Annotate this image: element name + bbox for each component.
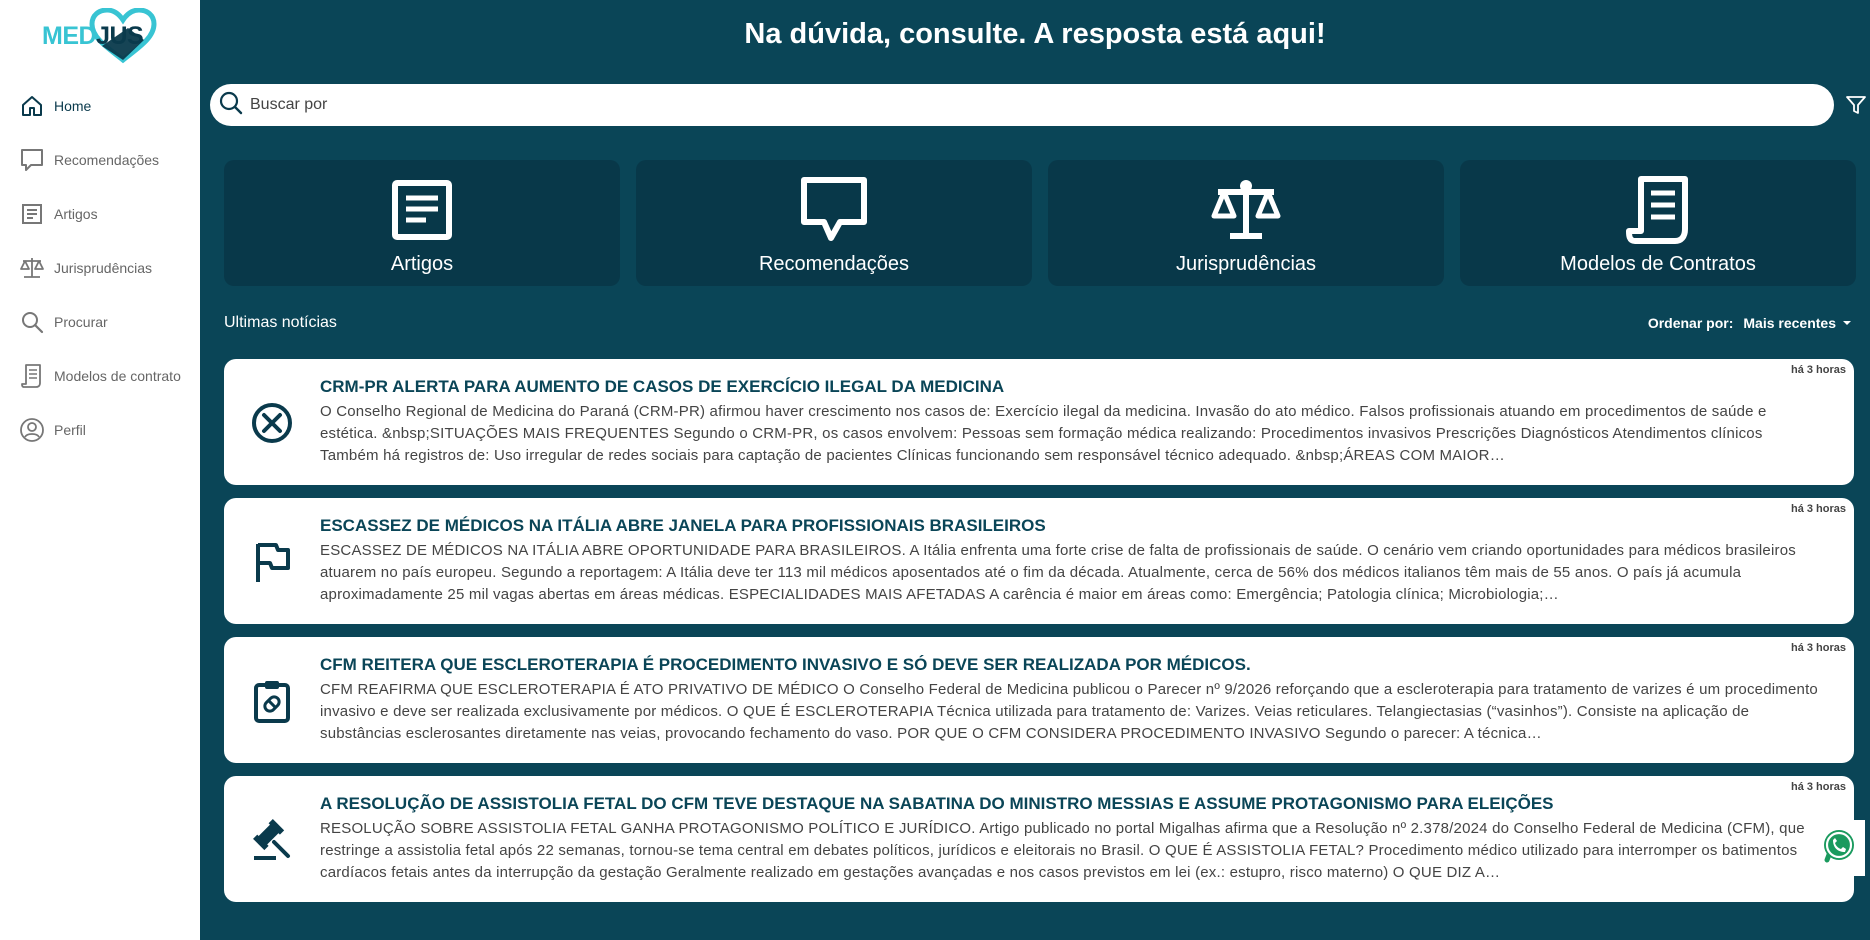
home-icon [18,92,46,120]
sidebar-item-jurisprudencias[interactable] [0,241,200,295]
sidebar-item-label: Perfil [54,422,86,438]
search-icon [18,308,46,336]
sidebar [0,0,200,940]
sidebar-item-recomendacoes[interactable] [0,133,200,187]
contract-icon [18,362,46,390]
category-label: Recomendações [758,253,910,275]
article-icon [18,200,46,228]
news-card[interactable] [224,498,1854,624]
sidebar-item-procurar[interactable] [0,295,200,349]
sidebar-item-label: Recomendações [54,152,160,168]
sidebar-item-artigos[interactable] [0,187,200,241]
sort-value: Mais recentes [1743,315,1836,331]
filter-icon[interactable] [1845,94,1867,116]
sidebar-item-label: Modelos de contrato [54,368,181,384]
news-title[interactable]: A RESOLUÇÃO DE ASSISTOLIA FETAL DO CFM TEVE DESTAQUE NA SABATINA DO MINISTRO MESSIAS E ASSUME PROTAGONISMO PARA ELEIÇÕES [320,794,1554,813]
category-label: Jurisprudências [1175,253,1317,275]
whatsapp-button[interactable] [1813,820,1865,876]
news-excerpt: RESOLUÇÃO SOBRE ASSISTOLIA FETAL GANHA PROTAGONISMO POLÍTICO E JURÍDICO. Artigo publicado no portal Migalhas afirma que a Resolução nº 2.378/2024 do Conselho Federal de Medicina (CFM), que restringe a assistolia fetal após 22 semanas, tornou-se tema central em debates políticos, jurídicos e eleitorais no Brasil. O QUE É ASSISTOLIA FETAL? Procedimento médico utilizado para interromper os batimentos cardíacos fetais antes da interrupção da gestação Geralmente realizado em gestações avançadas e nos casos previstos em lei (ex.: estupro, risco materno) O QUE DIZ A… [320,820,1805,881]
category-card-recomendacoes[interactable] [636,160,1032,286]
news-time: há 3 horas [1790,503,1846,515]
news-card[interactable] [224,637,1854,763]
chat-icon [18,146,46,174]
news-time: há 3 horas [1790,364,1846,376]
category-label: Modelos de Contratos [1560,253,1756,275]
sidebar-item-label: Artigos [54,206,98,222]
sort-label: Ordenar por: [1647,315,1734,331]
sidebar-item-home[interactable] [0,79,200,133]
sidebar-item-modelos-contrato[interactable] [0,349,200,403]
news-excerpt: CFM REAFIRMA QUE ESCLEROTERAPIA É ATO PRIVATIVO DE MÉDICO O Conselho Federal de Medicina publicou o Parecer nº 9/2026 reforçando que a escleroterapia para tratamento de varizes é um procedimento invasivo e deve ser realizada exclusivamente por médicos. O QUE É ESCLEROTERAPIA Técnica utilizada para tratamento de: Varizes. Veias reticulares. Telangiectasias (“vasinhos”). Consiste na aplicação de substâncias esclerosantes diretamente nas veias, provocando fechamento do vaso. POR QUE O CFM CONSIDERA PROCEDIMENTO INVASIVO Segundo o parecer: A técnica… [320,681,1818,742]
sidebar-item-label: Home [54,98,92,114]
news-card[interactable] [224,359,1854,485]
category-card-jurisprudencias[interactable] [1048,160,1444,286]
clipboard-pill-icon [248,677,296,725]
sort-dropdown[interactable] [1648,315,1852,331]
article-icon [386,174,458,246]
sidebar-item-label: Procurar [54,314,108,330]
category-label: Artigos [390,253,454,275]
category-card-modelos-contratos[interactable] [1460,160,1856,286]
news-list [224,359,1854,915]
logo-wordmark: MEDJUS [42,22,144,50]
news-title[interactable]: ESCASSEZ DE MÉDICOS NA ITÁLIA ABRE JANELA PARA PROFISSIONAIS BRASILEIROS [320,516,1046,535]
sidebar-item-perfil[interactable] [0,403,200,457]
news-title[interactable]: CFM REITERA QUE ESCLEROTERAPIA É PROCEDIMENTO INVASIVO E SÓ DEVE SER REALIZADA POR MÉDICOS. [320,655,1251,674]
flag-icon [248,538,296,586]
scale-icon [18,254,46,282]
category-cards [224,160,1856,286]
medjus-logo[interactable] [42,8,162,64]
news-card[interactable] [224,776,1854,902]
news-section-title: Ultimas notícias [224,314,337,331]
whatsapp-icon [1819,826,1859,871]
contract-icon [1622,174,1694,246]
search-input[interactable] [250,96,1750,114]
news-time: há 3 horas [1790,781,1846,793]
news-excerpt: ESCASSEZ DE MÉDICOS NA ITÁLIA ABRE OPORTUNIDADE PARA BRASILEIROS. A Itália enfrenta uma forte crise de falta de profissionais de saúde. O cenário vem criando oportunidades para médicos brasileiros atuarem no país europeu. Segundo a reportagem: A Itália deve ter 113 mil médicos aposentados até o fim da década. Atualmente, cerca de 56% dos médicos italianos têm mais de 55 anos. O país já acumula aproximadamente 25 mil vagas abertas em áreas médicas. ESPECIALIDADES MAIS AFETADAS A carência é maior em áreas como: Emergência; Patologia clínica; Microbiologia;… [320,542,1796,603]
news-title[interactable]: CRM-PR ALERTA PARA AUMENTO DE CASOS DE EXERCÍCIO ILEGAL DA MEDICINA [320,377,1005,396]
search-icon [218,90,244,121]
category-card-artigos[interactable] [224,160,620,286]
page-title: Na dúvida, consulte. A resposta está aqui! [744,18,1326,50]
news-time: há 3 horas [1790,642,1846,654]
sidebar-item-label: Jurisprudências [54,260,153,276]
search-bar [210,84,1834,126]
profile-icon [18,416,46,444]
sidebar-nav [0,79,200,457]
chat-icon [798,174,870,246]
caret-down-icon [1842,315,1852,331]
cancel-circle-icon [248,399,296,447]
gavel-icon [248,816,296,864]
scale-icon [1210,174,1282,246]
news-excerpt: O Conselho Regional de Medicina do Paraná (CRM-PR) afirmou haver crescimento nos casos de: Exercício ilegal da medicina. Invasão do ato médico. Falsos profissionais atuando em procedimentos de saúde e estética. &nbsp;SITUAÇÕES MAIS FREQUENTES Segundo o CRM-PR, os casos envolvem: Pessoas sem formação médica realizando: Procedimentos invasivos Prescrições Diagnósticos Atendimentos clínicos Também há registros de: Uso irregular de redes sociais para captação de pacientes Clínicas funcionando sem responsável técnico adequado. &nbsp;ÁREAS COM MAIOR… [320,403,1767,464]
main-content [200,0,1870,940]
